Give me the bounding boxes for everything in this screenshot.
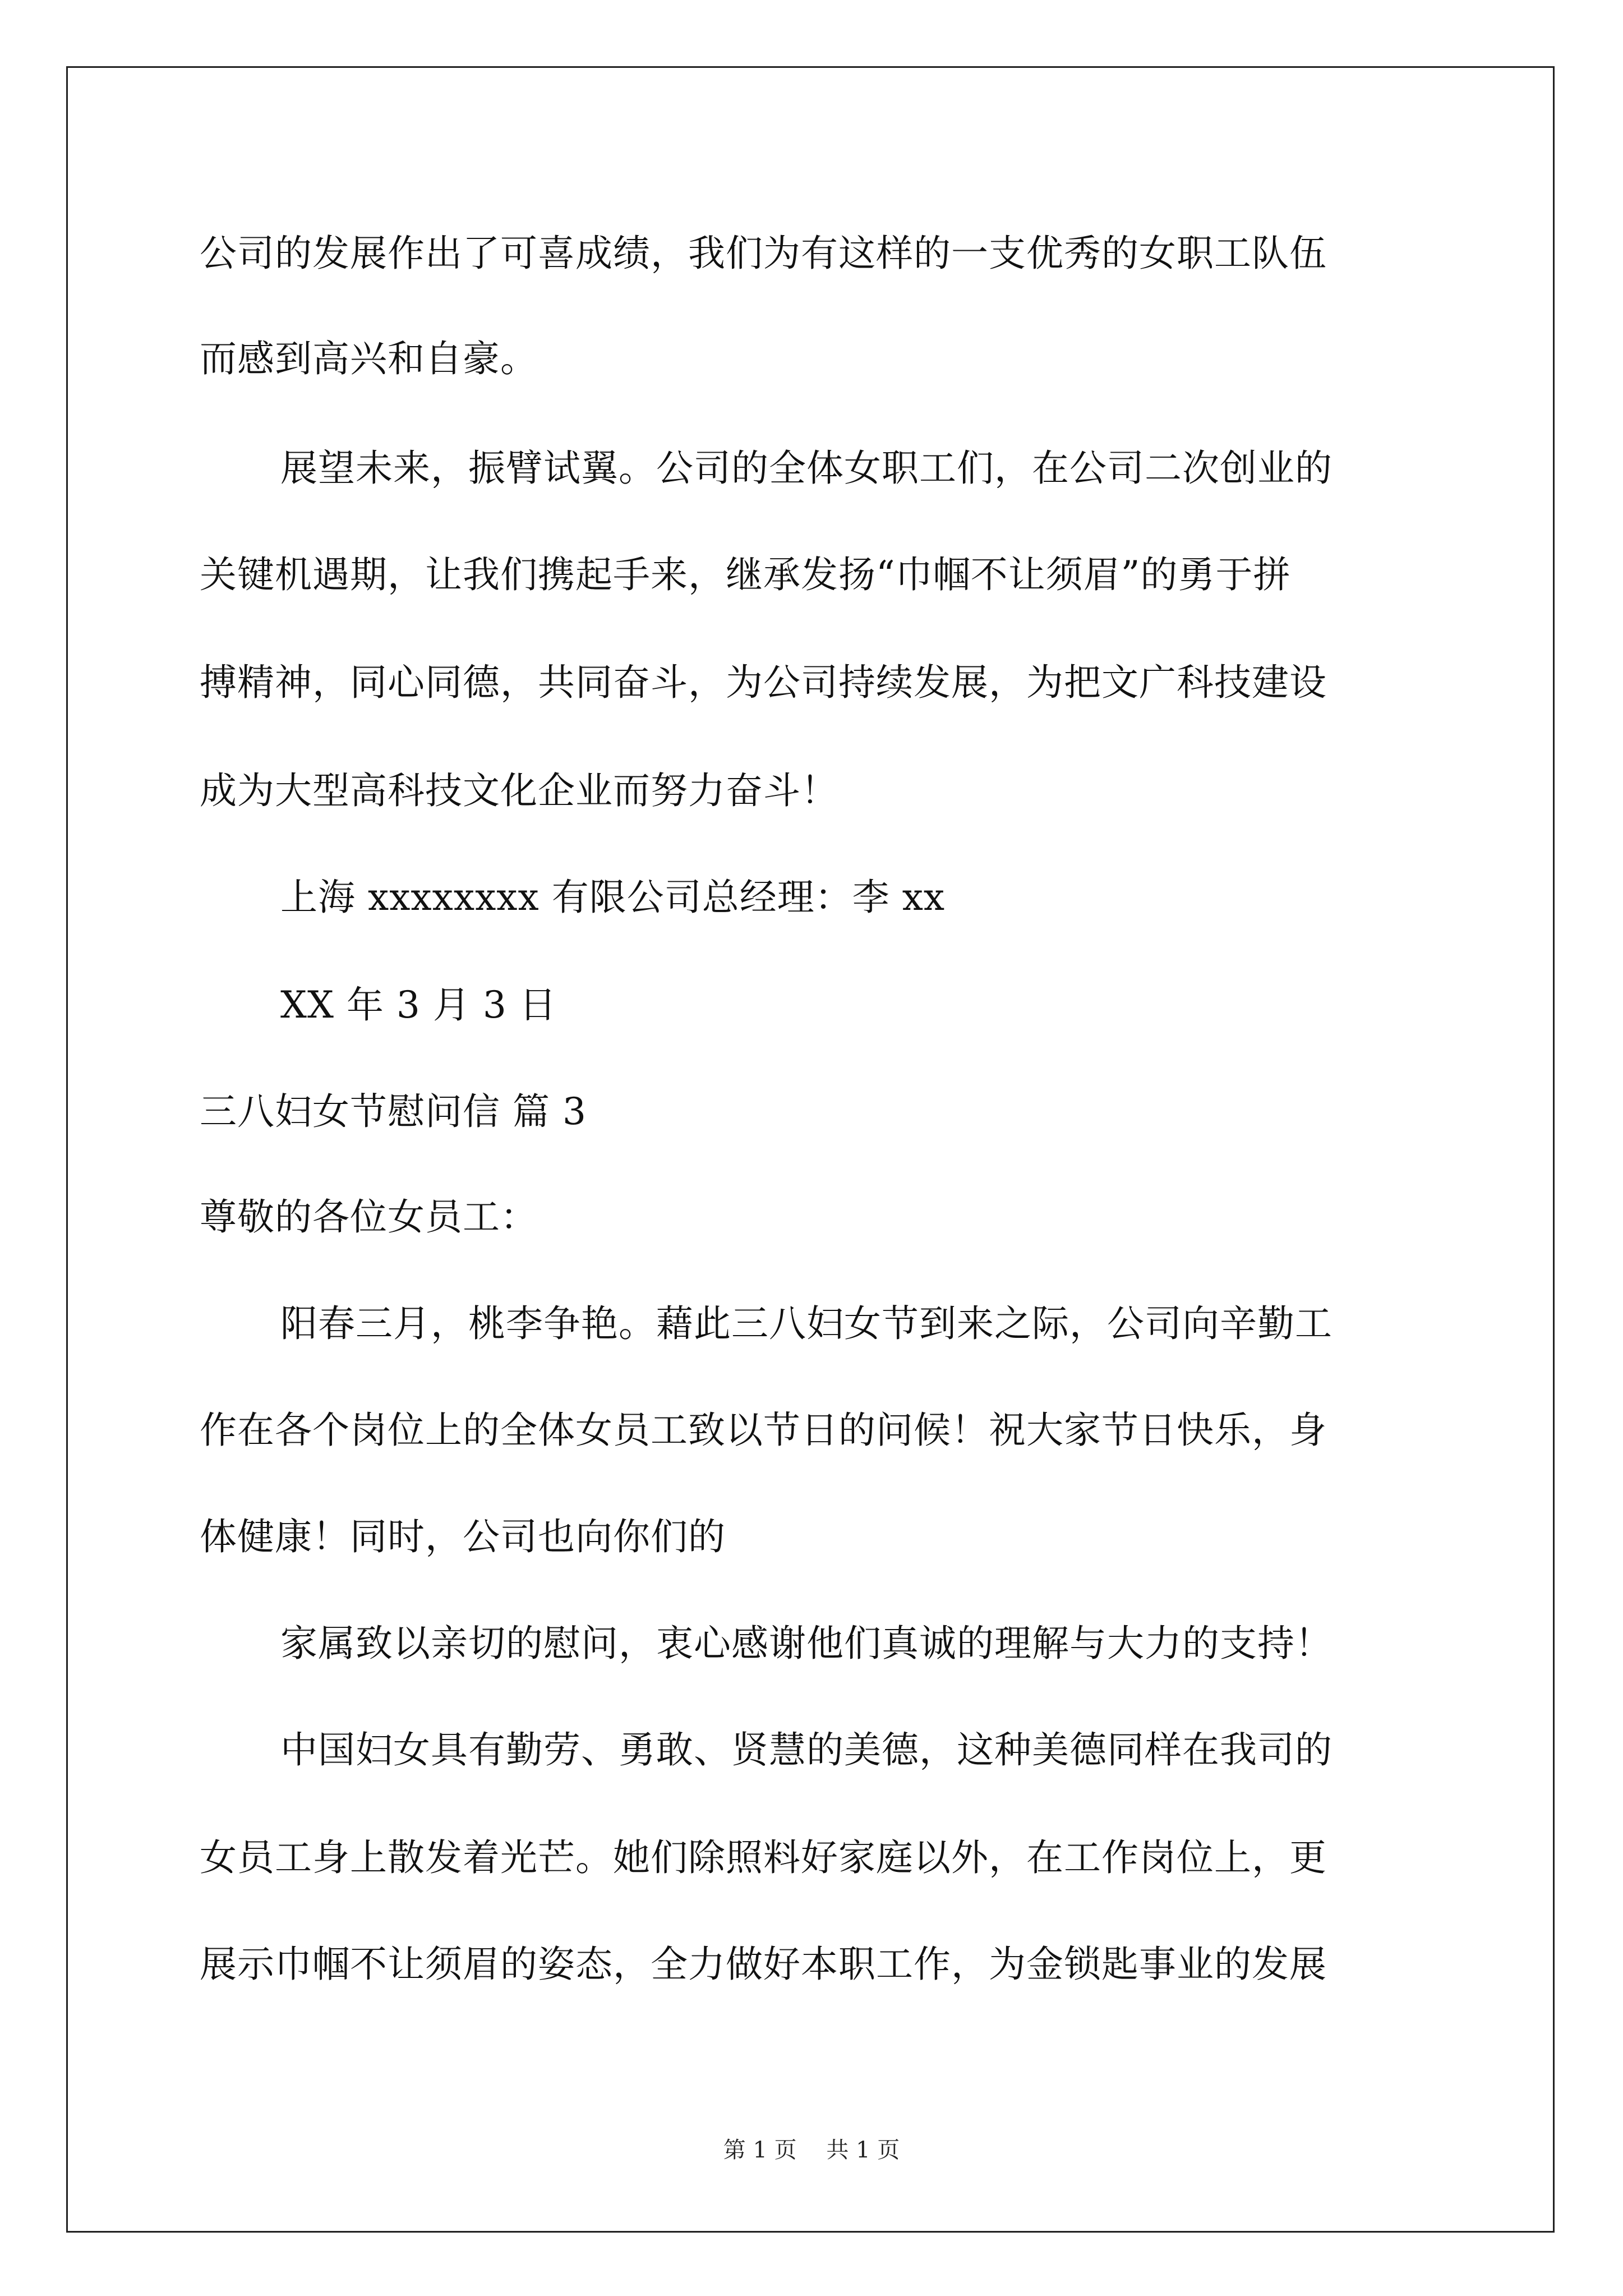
paragraph-start-line: 阳春三月，桃李争艳。藉此三八妇女节到来之际，公司向辛勤工 [280,1302,1332,1345]
paragraph-start-line: 中国妇女具有勤劳、勇敢、贤慧的美德，这种美德同样在我司的 [280,1728,1332,1772]
signature-line: 上海 xxxxxxxx 有限公司总经理：李 xx [280,876,946,919]
body-line-16: 女员工身上散发着光芒。她们除照料好家庭以外，在工作岗位上，更 [200,1836,1327,1879]
date-line: XX 年 3 月 3 日 [280,983,557,1027]
salutation-line: 尊敬的各位女员工： [200,1195,538,1239]
body-line-6: 成为大型高科技文化企业而努力奋斗！ [200,769,838,812]
body-line-12: 作在各个岗位上的全体女员工致以节日的问候！祝大家节日快乐，身 [200,1409,1327,1452]
page-number: 第 1 页 [723,2137,797,2163]
body-line-13: 体健康！同时，公司也向你们的 [200,1515,726,1558]
body-line-1: 公司的发展作出了可喜成绩，我们为有这样的一支优秀的女职工队伍 [200,232,1327,275]
paragraph-start-line: 展望未来，振臂试翼。公司的全体女职工们，在公司二次创业的 [280,447,1332,490]
body-line-17: 展示巾帼不让须眉的姿态，全力做好本职工作，为金锁匙事业的发展 [200,1943,1327,1986]
body-line-5: 搏精神，同心同德，共同奋斗，为公司持续发展，为把文广科技建设 [200,661,1327,704]
total-pages: 共 1 页 [826,2137,900,2163]
page-footer [0,2136,1623,2164]
body-line-4: 关键机遇期，让我们携起手来，继承发扬“巾帼不让须眉”的勇于拼 [200,553,1291,596]
paragraph-start-line: 家属致以亲切的慰问，衷心感谢他们真诚的理解与大力的支持！ [280,1622,1332,1665]
body-line-2: 而感到高兴和自豪。 [200,337,538,380]
page-frame [66,66,1555,2233]
section-heading: 三八妇女节慰问信 篇 3 [200,1090,587,1133]
